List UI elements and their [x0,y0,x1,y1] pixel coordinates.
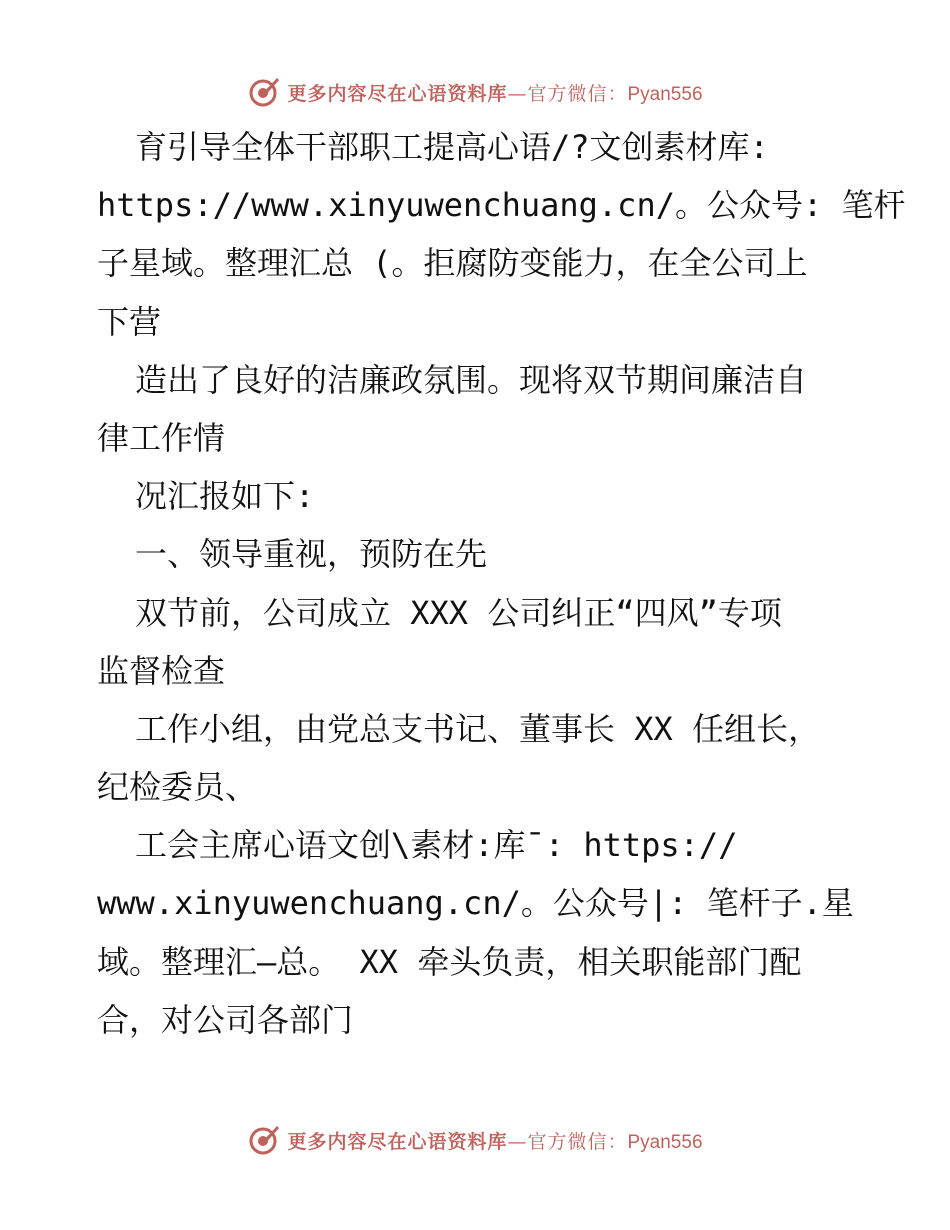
body-line: 工会主席心语文创\素材:库¯: https:// [135,826,738,865]
document-body [97,118,906,1049]
header-banner-text [287,79,702,106]
body-line: 况汇报如下: [135,477,315,516]
body-line: 监督检查 [97,651,226,690]
header-brand: 更多内容尽在心语资料库 [287,82,508,105]
body-line: 律工作情 [97,418,226,457]
body-line: 工作小组，由党总支书记、董事长 XX 任组长， [135,709,821,748]
body-line: 合，对公司各部门 [97,1000,354,1039]
footer-brand: 更多内容尽在心语资料库 [287,1130,508,1153]
section-heading: 一、领导重视，预防在先 [135,535,488,574]
header-banner [0,72,950,112]
footer-wechat-label: 官方微信： [527,1130,628,1153]
header-wechat-account: Pyan556 [627,83,703,105]
body-line: 域。整理汇—总。 XX 牵头负责，相关职能部门配 [97,942,802,981]
quill-logo-icon [247,1123,281,1157]
body-line: 育引导全体干部职工提高心语/?文创素材库: [135,128,769,166]
body-line: www.xinyuwenchuang.cn/。公众号|: 笔杆子.星 [97,884,854,923]
footer-banner-text [287,1127,702,1154]
quill-logo-icon [247,75,281,109]
body-line: 纪检委员、 [97,768,258,807]
footer-separator: — [507,1130,528,1153]
footer-banner [0,1120,950,1160]
header-wechat-label: 官方微信： [527,82,628,105]
body-line: 造出了良好的洁廉政氛围。现将双节期间廉洁自 [135,360,808,399]
header-separator: — [507,82,528,105]
body-line: https://www.xinyuwenchuang.cn/。公众号: 笔杆 [97,186,906,225]
body-line: 子星域。整理汇总 (。拒腐防变能力，在全公司上 [97,244,808,283]
footer-wechat-account: Pyan556 [627,1131,703,1153]
body-line: 下营 [97,302,162,341]
body-line: 双节前，公司成立 XXX 公司纠正“四风”专项 [135,593,782,632]
